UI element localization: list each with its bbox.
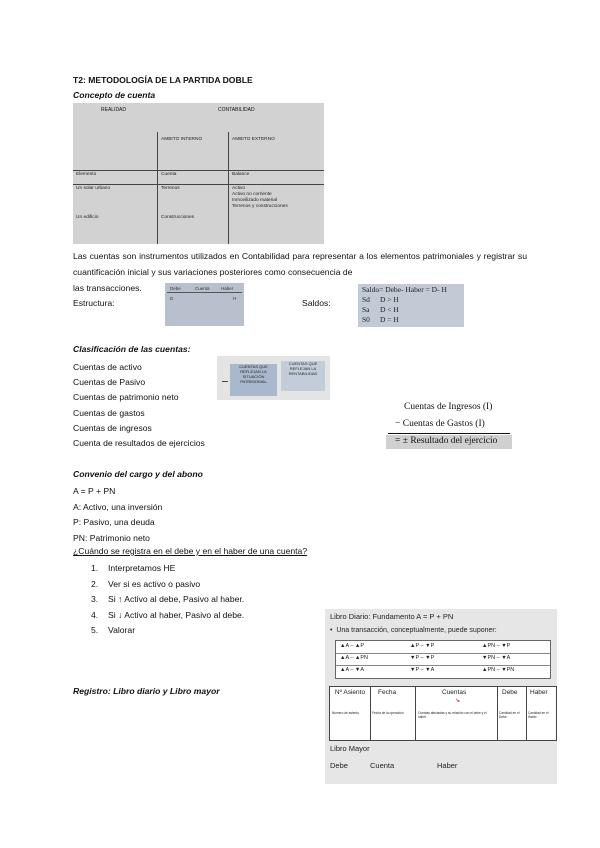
clasificacion-image: CUENTAS QUE REFLEJAN LA SITUACIÓN PATRIMONIAL CUENTAS QUE REFLEJAN LA RENTABILIDAD: [217, 356, 330, 400]
clasificacion-item: Cuentas de ingresos: [73, 422, 152, 433]
clasificacion-title: Clasificación de las cuentas:: [73, 344, 191, 354]
clasificacion-item: Cuentas de Pasivo: [73, 377, 146, 388]
cuentas-paragraph: Las cuentas son instrumentos utilizados en Contabilidad para representar a los elementos patrimoniales y registrar su cuantificación inicial y sus variaciones posteriores como consecuencia de: [73, 251, 527, 277]
realidad-label: REALIDAD: [101, 107, 127, 113]
libro-mayor-title: Libro Mayor: [330, 744, 370, 753]
diario-columns: Nº Asiento Fecha Cuentas Debe Haber ↘ Número de asiento Fecha de la operación Cuentas afectadas y su relación con el debe y el haber Cantidad en el Debe Cantidad en el Haber: [329, 686, 557, 741]
estructura-label: Estructura:: [73, 298, 115, 308]
row1-balance: Activo Activo no corriente Inmovilizado material Terrenos y construcciones: [229, 184, 325, 244]
ambito-interno: AMBITO INTERNO: [158, 132, 229, 170]
cuentas-paragraph-end: las transacciones.: [73, 283, 142, 293]
contabilidad-label: CONTABILIDAD: [218, 107, 255, 113]
concept-grid: [73, 132, 324, 244]
row2-elemento: Un edificio: [76, 215, 99, 220]
saldos-image: Saldo= Debe- Haber = D- H Sd D > H Sa D < H S0 D = H: [358, 284, 464, 327]
mayor-cuenta: Cuenta: [370, 761, 395, 770]
clasificacion-item: Cuentas de gastos: [73, 407, 145, 418]
step-item: 2. Ver si es activo o pasivo: [91, 578, 201, 589]
step-item: 1. Interpretamos HE: [91, 563, 176, 573]
libro-diario-image: Libro Diario: Fundamento A = P + PN • Una transacción, conceptualmente, puede suponer: ▲A – ▲P ▲P – ▼P ▲PN – ▼P ▲A – ▲PN ▼P – ▼P ▼PN – ▼A ▲A – ▼A ▼P – ▼A ▲PN – ▼PN Nº Asiento Fecha Cuentas Debe Haber ↘ Número de asiento Fecha de la operación Cuentas afectadas y su relación con el debe y el haber Cantidad en el Debe Cantidad en el Haber Libro Mayor Debe Cuenta Haber: [325, 609, 557, 784]
convenio-line: A = P + PN: [73, 486, 116, 496]
mayor-debe: Debe: [330, 761, 348, 770]
concepto-title: Concepto de cuenta: [73, 90, 156, 100]
transaction-grid: ▲A – ▲P ▲P – ▼P ▲PN – ▼P ▲A – ▲PN ▼P – ▼P ▼PN – ▼A ▲A – ▼A ▼P – ▼A ▲PN – ▼PN: [335, 640, 551, 679]
steps-list: [91, 561, 244, 639]
concept-table-image: [73, 103, 324, 244]
mayor-haber: Haber: [437, 761, 458, 770]
convenio-line: A: Activo, una inversión: [73, 501, 163, 512]
col-cuenta: Cuenta: [158, 170, 229, 184]
row2-cuenta: Construcciones: [158, 214, 229, 244]
clasificacion-item: Cuenta de resultados de ejercicios: [73, 438, 205, 449]
cuando-question: ¿Cuándo se registra en el debe y en el haber de una cuenta?: [73, 546, 308, 556]
step-item: 5. Valorar: [91, 625, 136, 635]
estructura-image: Debe Cuenta Haber D H: [165, 283, 244, 326]
libro-bullet: • Una transacción, conceptualmente, puede suponer:: [330, 627, 497, 634]
col-elemento: Elemento: [73, 170, 158, 184]
step-item: 3. Si ↑ Activo al debe, Pasivo al haber.: [91, 594, 245, 604]
saldos-label: Saldos:: [302, 298, 331, 308]
row1-elemento: Un solar urbano: [76, 185, 111, 191]
ambito-externo: AMBITO EXTERNO: [229, 132, 325, 170]
page-title: T2: METODOLOGÍA DE LA PARTIDA DOBLE: [73, 75, 253, 85]
resultado-image: Cuentas de Ingresos (I) − Cuentas de Gastos (I) = ± Resultado del ejercicio: [386, 399, 512, 450]
convenio-list: [73, 484, 162, 546]
convenio-line: PN: Patrimonio neto: [73, 532, 150, 543]
clasificacion-list: [73, 360, 205, 451]
clasificacion-item: Cuentas de patrimonio neto: [73, 392, 179, 403]
registro-title: Registro: Libro diario y Libro mayor: [73, 686, 220, 696]
row1-cuenta: Terrenos: [158, 184, 229, 214]
convenio-title: Convenio del cargo y del abono: [73, 469, 203, 479]
convenio-line: P: Pasivo, una deuda: [73, 517, 155, 527]
step-item: 4. Si ↓ Activo al haber, Pasivo al debe.: [91, 609, 245, 620]
col-balance: Balance: [229, 170, 325, 184]
clasificacion-item: Cuentas de activo: [73, 362, 142, 372]
